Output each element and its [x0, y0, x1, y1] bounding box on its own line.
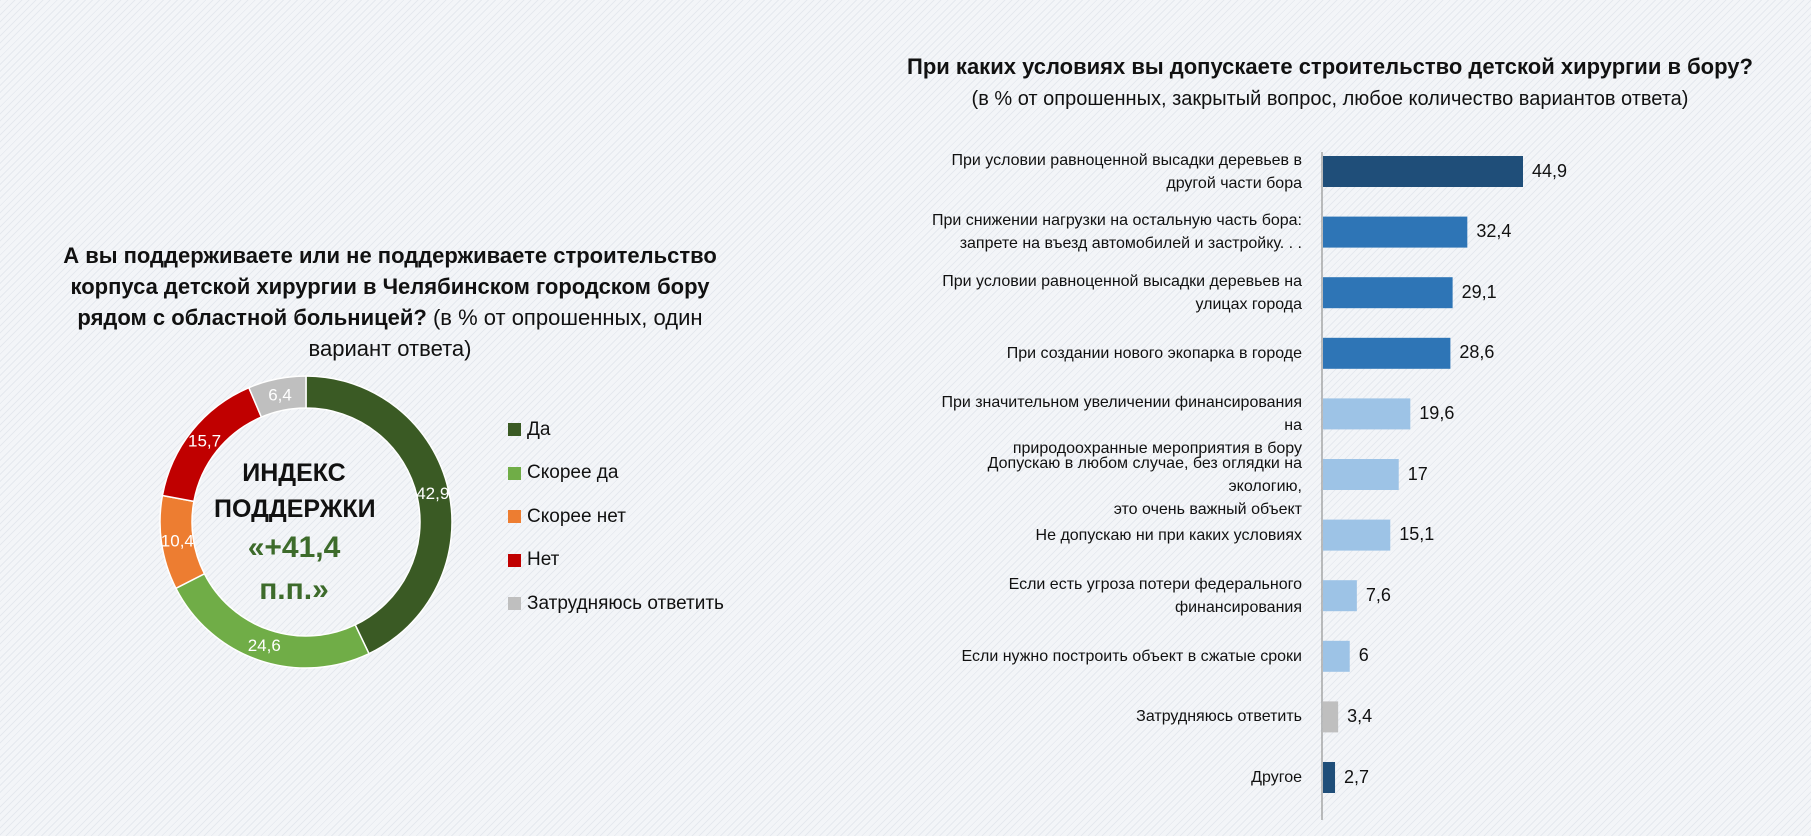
bar-value-label: 6 [1358, 645, 1369, 666]
bar-10 [1323, 701, 1338, 732]
donut-value-label: 10,4 [160, 531, 194, 551]
legend-label: Затрудняюсь ответить [527, 592, 724, 614]
bar-category-label [922, 573, 1302, 619]
center-label-support: ПОДДЕРЖКИ [214, 495, 376, 523]
bar-chart-title: При каких условиях вы допускаете строительство детской хирургии в бору? [907, 54, 1753, 79]
bar-category-label-line: При условии равноценной высадки деревьев в [951, 151, 1302, 169]
bar-3 [1323, 277, 1453, 308]
bar-8 [1323, 580, 1357, 611]
donut-value-label: 6,4 [268, 385, 292, 405]
bar-category-label-line: При снижении нагрузки на остальную часть бора: [931, 212, 1302, 230]
bar-category-label-line: финансирования [1174, 598, 1302, 616]
bar-category-label-line: Если есть угроза потери федерального [1008, 575, 1302, 593]
bar-11 [1323, 762, 1335, 793]
bar-category-label [922, 645, 1302, 668]
legend-swatch [508, 467, 521, 480]
donut-value-label: 24,6 [247, 636, 281, 656]
bar-category-label [922, 391, 1302, 460]
bar-value-label: 19,6 [1419, 402, 1455, 423]
bar-category-label-line: это очень важный объект [1113, 500, 1302, 518]
legend-item [508, 452, 724, 496]
bar-category-label-line: Допускаю в любом случае, без оглядки на экологию, [987, 454, 1302, 495]
bar-value-label: 44,9 [1532, 160, 1568, 181]
bar-category-label [922, 149, 1302, 195]
bar-7 [1323, 520, 1390, 551]
legend-label: Скорее да [527, 462, 619, 484]
bar-6 [1323, 459, 1399, 490]
legend-label: Да [527, 418, 551, 440]
bar-category-label-line: запрете на въезд автомобилей и застройку. . . [959, 235, 1302, 253]
bar-value-label: 3,4 [1347, 705, 1373, 726]
bar-category-label-line: При создании нового экопарка в городе [1006, 344, 1302, 362]
bar-value-label: 29,1 [1461, 281, 1497, 302]
bar-chart-subtitle: (в % от опрошенных, закрытый вопрос, любое количество вариантов ответа) [971, 88, 1689, 110]
bar-category-label [922, 270, 1302, 316]
bar-category-label-line: При условии равноценной высадки деревьев на [942, 272, 1302, 290]
bar-2 [1323, 217, 1467, 248]
bar-category-label [922, 705, 1302, 728]
legend-item [508, 582, 724, 626]
bar-category-label-line: При значительном увеличении финансирования на [941, 393, 1302, 434]
bar-category-label-line: другой части бора [1166, 174, 1302, 192]
legend-label: Нет [527, 549, 560, 571]
bar-category-label-line: Затрудняюсь ответить [1136, 708, 1302, 726]
bar-category-label [922, 524, 1302, 547]
bar-value-label: 28,6 [1459, 342, 1495, 363]
donut-value-label: 42,9 [416, 484, 450, 504]
bar-value-label: 15,1 [1399, 524, 1435, 545]
bar-category-label [922, 766, 1302, 789]
donut-chart-title-main: А вы поддерживаете или не поддерживаете строительство корпуса детской хирургии в Челябинском городском бору рядом с областной больницей? [63, 243, 717, 330]
donut-center [214, 455, 374, 611]
bar-category-label-line: Другое [1251, 769, 1302, 786]
bar-category-label [922, 452, 1302, 521]
legend-item [508, 539, 724, 583]
center-label-index: ИНДЕКС [242, 459, 346, 487]
donut-chart-title-sub: (в % от опрошенных, один вариант ответа) [308, 305, 703, 361]
legend-label: Скорее нет [527, 505, 626, 527]
bar-category-label-line: Если нужно построить объект в сжатые сроки [961, 647, 1302, 665]
bar-value-label: 7,6 [1365, 584, 1391, 605]
bar-category-label-line: природоохранные мероприятия в бору [1012, 439, 1302, 457]
bar-value-label: 2,7 [1344, 766, 1370, 787]
legend-swatch [508, 423, 521, 436]
bar-category-label-line: улицах города [1195, 295, 1302, 313]
bar-4 [1323, 338, 1450, 369]
donut-legend [508, 408, 724, 626]
legend-swatch [508, 510, 521, 523]
bar-1 [1323, 156, 1523, 187]
legend-swatch [508, 597, 521, 610]
bar-category-label [922, 342, 1302, 365]
support-index-value: «+41,4 п.п.» [247, 531, 341, 606]
donut-value-label: 15,7 [187, 431, 222, 451]
bar-value-label: 17 [1407, 463, 1428, 484]
bar-5 [1323, 398, 1410, 429]
bar-value-label: 32,4 [1476, 221, 1512, 242]
bar-category-label-line: Не допускаю ни при каких условиях [1035, 526, 1302, 544]
legend-swatch [508, 554, 521, 567]
legend-item [508, 495, 724, 539]
legend-item [508, 408, 724, 452]
bar-9 [1323, 641, 1350, 672]
bar-category-label [922, 209, 1302, 255]
